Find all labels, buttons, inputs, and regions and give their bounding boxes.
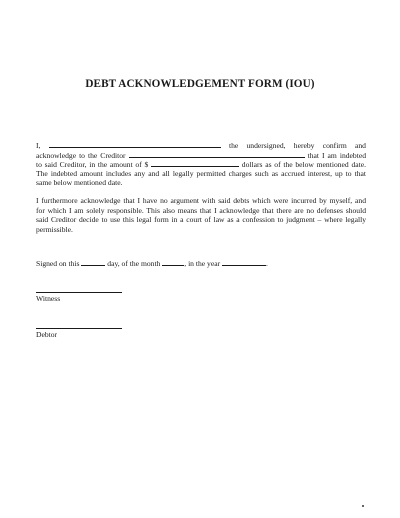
amount-blank[interactable] [151, 159, 239, 167]
debtor-signature-line[interactable] [36, 328, 122, 329]
paragraph-1-line-5: same below mentioned date. [36, 178, 123, 187]
day-blank[interactable] [81, 258, 105, 266]
debtor-label: Debtor [36, 330, 58, 339]
witness-label: Witness [36, 294, 61, 303]
text-dollars: dollars as of the below mentioned date. [241, 160, 366, 169]
witness-signature-line[interactable] [36, 292, 122, 293]
page-mark-dot [362, 505, 364, 507]
text-signed-on: Signed on this [36, 259, 80, 268]
text-amount: to said Creditor, in the amount of $ [36, 160, 149, 169]
paragraph-1-line-4: The indebted amount includes any and all legally permitted charges such as accrued interest, up to that [36, 168, 366, 178]
paragraph-2-line-4: permissible. [36, 224, 73, 234]
month-blank[interactable] [162, 258, 184, 266]
text-period: . [266, 259, 268, 268]
text-indebted: that I am indebted [307, 150, 366, 160]
text-in-the-year: , in the year [184, 259, 221, 268]
year-blank[interactable] [222, 258, 266, 266]
signed-on-line [36, 258, 268, 268]
paragraph-2-line-3: said Creditor decide to use this legal form in a court of law as a confession to judgment – where legally [36, 215, 366, 224]
text-i: I, [36, 141, 41, 150]
debtor-name-blank[interactable] [49, 140, 221, 148]
page-title: DEBT ACKNOWLEDGEMENT FORM (IOU) [85, 78, 315, 90]
text-acknowledge-creditor: acknowledge to the Creditor [36, 150, 126, 160]
text-undersigned: the undersigned, hereby confirm and [228, 141, 366, 150]
paragraph-2-line-2: for which I am solely responsible. This also means that I acknowledge that there are no defenses should [36, 205, 366, 215]
text-day-of-month: day, of the month [107, 259, 161, 268]
paragraph-2-line-1: I furthermore acknowledge that I have no argument with said debts which were incurred by myself, and [36, 196, 366, 205]
creditor-name-blank[interactable] [129, 150, 305, 158]
